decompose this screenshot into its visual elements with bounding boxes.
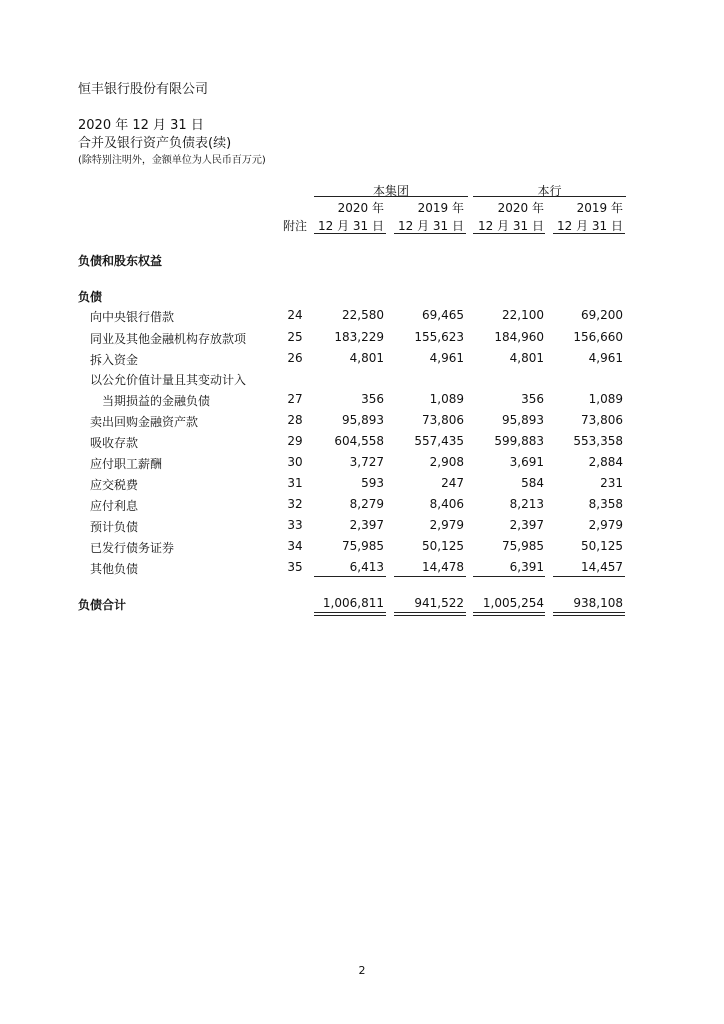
row-label: 吸收存款 <box>90 436 139 450</box>
col3-header-rule <box>473 233 545 234</box>
col4-total-rule-2 <box>553 615 625 616</box>
row-note: 30 <box>287 455 303 469</box>
row-note: 29 <box>287 434 303 448</box>
col1-total-rule-1 <box>314 612 386 613</box>
row-value: 2,979 <box>429 518 464 532</box>
row-value: 1,089 <box>588 392 623 406</box>
row-note: 25 <box>287 330 303 344</box>
row-value: 4,961 <box>429 351 464 365</box>
col3-total-rule-1 <box>473 612 545 613</box>
col1-total-rule-2 <box>314 615 386 616</box>
row-value: 4,801 <box>349 351 384 365</box>
col3-date: 12 月 31 日 <box>478 219 544 233</box>
row-value: 95,893 <box>342 413 384 427</box>
table-row <box>0 413 724 433</box>
total-value: 938,108 <box>573 596 623 610</box>
col2-total-rule-2 <box>394 615 466 616</box>
col1-header-rule <box>314 233 386 234</box>
statement-date: 2020 年 12 月 31 日 <box>78 118 204 133</box>
row-value: 73,806 <box>581 413 623 427</box>
note-header: 附注 <box>282 219 307 233</box>
row-value: 14,478 <box>422 560 464 574</box>
row-value: 604,558 <box>334 434 384 448</box>
table-row <box>0 351 724 371</box>
group-header: 本集团 <box>372 184 409 198</box>
row-note: 35 <box>287 560 303 574</box>
table-row <box>0 392 724 412</box>
table-row <box>0 518 724 538</box>
row-value: 231 <box>600 476 623 490</box>
row-label: 其他负债 <box>90 562 139 576</box>
row-value: 553,358 <box>573 434 623 448</box>
section-title: 负债和股东权益 <box>78 254 163 268</box>
table-row <box>0 497 724 517</box>
statement-title: 合并及银行资产负债表(续) <box>78 136 232 151</box>
row-value: 2,979 <box>588 518 623 532</box>
row-value: 50,125 <box>581 539 623 553</box>
row-value: 14,457 <box>581 560 623 574</box>
col2-subtotal-rule <box>394 576 466 577</box>
total-value: 941,522 <box>414 596 464 610</box>
row-note: 31 <box>287 476 303 490</box>
row-value: 22,580 <box>342 308 384 322</box>
col1-subtotal-rule <box>314 576 386 577</box>
row-value: 8,358 <box>588 497 623 511</box>
row-value: 4,961 <box>588 351 623 365</box>
col4-year: 2019 年 <box>576 201 623 215</box>
col3-total-rule-2 <box>473 615 545 616</box>
total-label: 负债合计 <box>78 598 127 612</box>
bank-header: 本行 <box>537 184 562 198</box>
col4-subtotal-rule <box>553 576 625 577</box>
total-value: 1,006,811 <box>322 596 384 610</box>
bank-header-rule <box>473 196 626 197</box>
col4-date: 12 月 31 日 <box>557 219 623 233</box>
row-value: 69,200 <box>581 308 623 322</box>
row-value: 599,883 <box>494 434 544 448</box>
unit-note: (除特别注明外，金额单位为人民币百万元) <box>78 155 266 166</box>
row-note: 28 <box>287 413 303 427</box>
row-value: 6,391 <box>509 560 544 574</box>
col2-header-rule <box>394 233 466 234</box>
row-value: 3,691 <box>509 455 544 469</box>
row-note: 24 <box>287 308 303 322</box>
total-row <box>0 596 724 616</box>
row-value: 6,413 <box>349 560 384 574</box>
table-row <box>0 371 724 391</box>
row-value: 2,397 <box>509 518 544 532</box>
row-label: 卖出回购金融资产款 <box>90 415 199 429</box>
table-row <box>0 476 724 496</box>
row-value: 8,406 <box>429 497 464 511</box>
subsection-title: 负债 <box>78 290 103 304</box>
row-label: 同业及其他金融机构存放款项 <box>90 332 247 346</box>
row-label: 向中央银行借款 <box>90 310 175 324</box>
row-label: 应付利息 <box>90 499 139 513</box>
row-value: 183,229 <box>334 330 384 344</box>
col1-date: 12 月 31 日 <box>318 219 384 233</box>
row-value: 155,623 <box>414 330 464 344</box>
group-header-rule <box>314 196 468 197</box>
col2-date: 12 月 31 日 <box>398 219 464 233</box>
col3-subtotal-rule <box>473 576 545 577</box>
page-number: 2 <box>358 964 366 977</box>
table-row <box>0 308 724 328</box>
row-value: 2,884 <box>588 455 623 469</box>
row-value: 356 <box>361 392 384 406</box>
row-label: 拆入资金 <box>90 353 139 367</box>
row-value: 247 <box>441 476 464 490</box>
row-value: 95,893 <box>502 413 544 427</box>
row-label: 以公允价值计量且其变动计入 <box>90 373 247 387</box>
row-value: 8,279 <box>349 497 384 511</box>
table-row <box>0 560 724 580</box>
row-value: 2,908 <box>429 455 464 469</box>
row-value: 184,960 <box>494 330 544 344</box>
col4-header-rule <box>553 233 625 234</box>
col2-total-rule-1 <box>394 612 466 613</box>
col3-year: 2020 年 <box>497 201 544 215</box>
row-label: 已发行债务证券 <box>90 541 175 555</box>
row-note: 32 <box>287 497 303 511</box>
row-label: 应交税费 <box>90 478 139 492</box>
total-value: 1,005,254 <box>482 596 544 610</box>
row-value: 69,465 <box>422 308 464 322</box>
row-note: 27 <box>287 392 303 406</box>
row-value: 593 <box>361 476 384 490</box>
row-note: 26 <box>287 351 303 365</box>
row-value: 3,727 <box>349 455 384 469</box>
row-value: 50,125 <box>422 539 464 553</box>
table-row <box>0 330 724 350</box>
table-row <box>0 539 724 559</box>
row-value: 557,435 <box>414 434 464 448</box>
row-value: 1,089 <box>429 392 464 406</box>
row-value: 2,397 <box>349 518 384 532</box>
row-value: 73,806 <box>422 413 464 427</box>
row-value: 156,660 <box>573 330 623 344</box>
row-value: 75,985 <box>342 539 384 553</box>
col1-year: 2020 年 <box>337 201 384 215</box>
row-value: 22,100 <box>502 308 544 322</box>
col4-total-rule-1 <box>553 612 625 613</box>
table-row <box>0 455 724 475</box>
row-value: 8,213 <box>509 497 544 511</box>
row-value: 75,985 <box>502 539 544 553</box>
company-name: 恒丰银行股份有限公司 <box>78 82 209 97</box>
row-value: 356 <box>521 392 544 406</box>
row-label: 当期损益的金融负债 <box>102 394 211 408</box>
row-note: 33 <box>287 518 303 532</box>
table-row <box>0 434 724 454</box>
row-value: 584 <box>521 476 544 490</box>
row-note: 34 <box>287 539 303 553</box>
row-label: 应付职工薪酬 <box>90 457 163 471</box>
row-label: 预计负债 <box>90 520 139 534</box>
col2-year: 2019 年 <box>417 201 464 215</box>
row-value: 4,801 <box>509 351 544 365</box>
